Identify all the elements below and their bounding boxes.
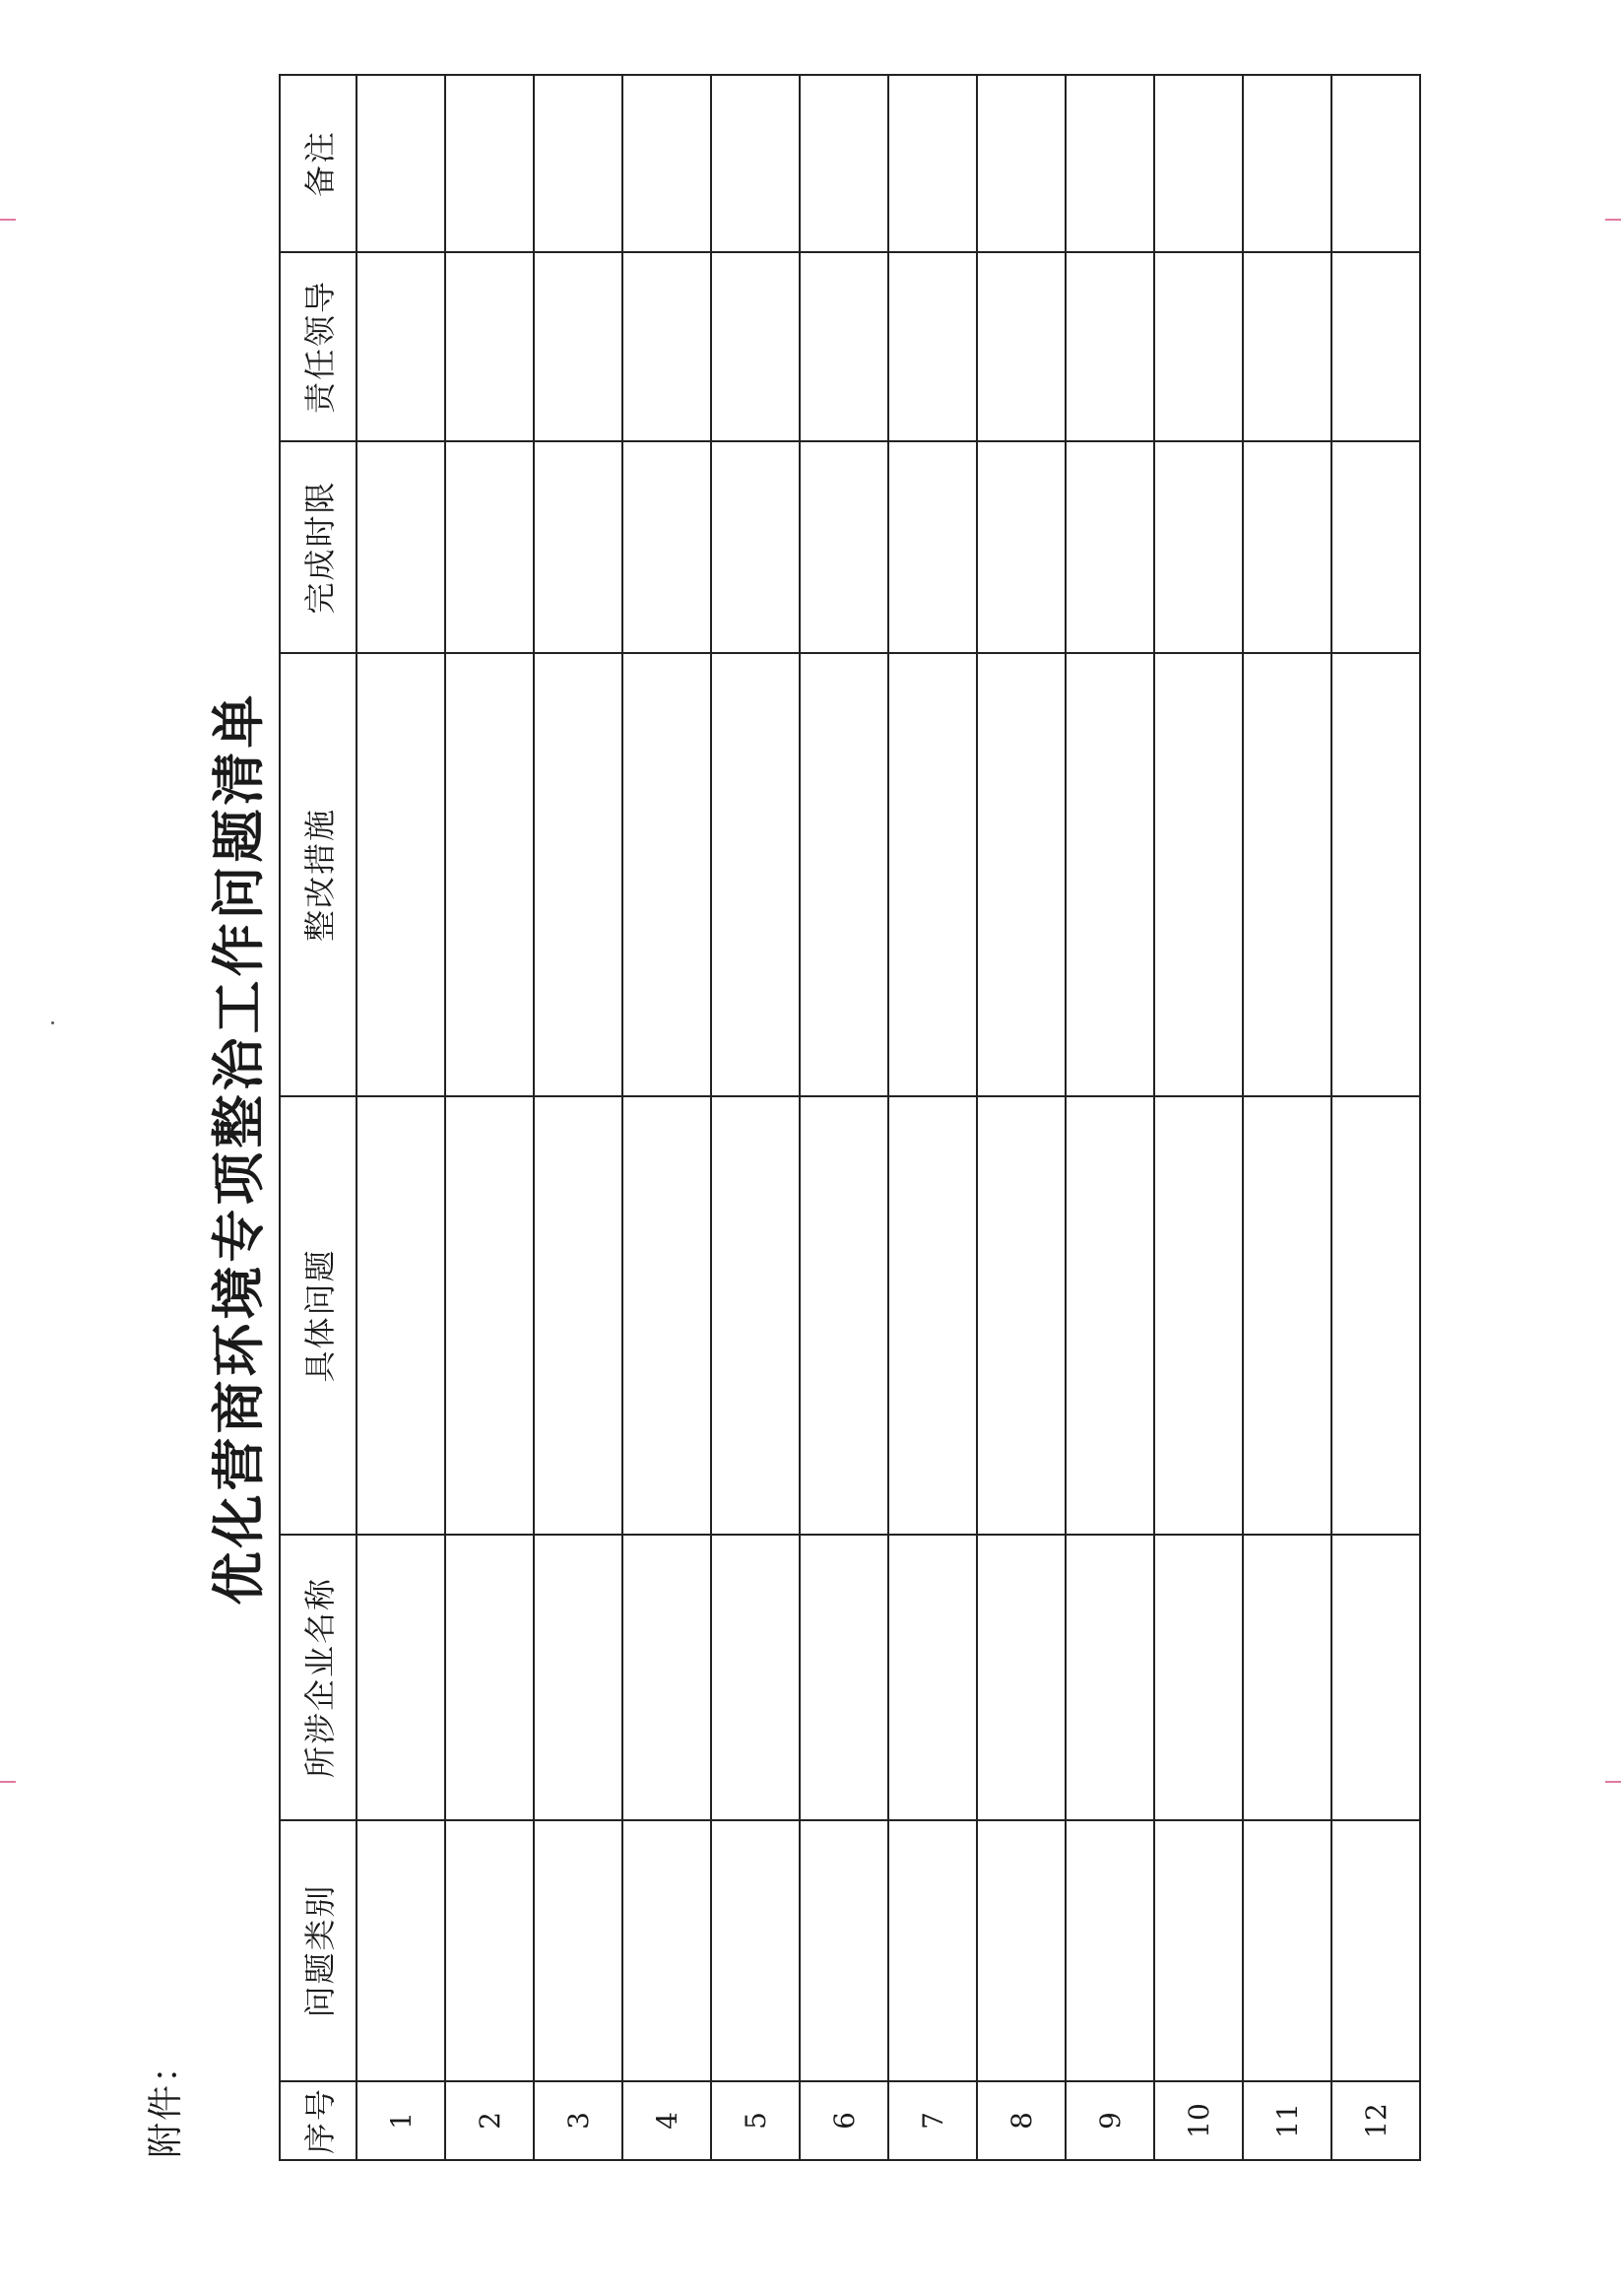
cell-specific-issue (1154, 1096, 1243, 1535)
row-number: 4 (622, 2081, 711, 2160)
cell-issue-category (1154, 1820, 1243, 2081)
cell-company-name (1154, 1535, 1243, 1820)
cell-remarks (1154, 75, 1243, 252)
cell-deadline (977, 441, 1066, 653)
table-row (1243, 75, 1331, 2160)
cell-rectification-measures (800, 653, 888, 1096)
cell-specific-issue (977, 1096, 1066, 1535)
cell-remarks (711, 75, 800, 252)
cell-company-name (977, 1535, 1066, 1820)
cell-company-name (1066, 1535, 1154, 1820)
cell-deadline (534, 441, 622, 653)
cell-deadline (1066, 441, 1154, 653)
cell-deadline (1331, 441, 1420, 653)
cell-issue-category (1331, 1820, 1420, 2081)
cell-company-name (534, 1535, 622, 1820)
cell-responsible-leader (711, 252, 800, 441)
issue-list-table (279, 74, 1421, 2161)
cell-deadline (1243, 441, 1331, 653)
cell-company-name (1243, 1535, 1331, 1820)
cell-rectification-measures (711, 653, 800, 1096)
cell-deadline (888, 441, 977, 653)
cell-issue-category (1066, 1820, 1154, 2081)
table-row (534, 75, 622, 2160)
table-row (622, 75, 711, 2160)
cell-remarks (977, 75, 1066, 252)
header-rectification-measures: 整改措施 (280, 653, 357, 1096)
cell-specific-issue (800, 1096, 888, 1535)
row-number: 10 (1154, 2081, 1243, 2160)
cell-responsible-leader (534, 252, 622, 441)
cell-responsible-leader (977, 252, 1066, 441)
row-number: 12 (1331, 2081, 1420, 2160)
cell-deadline (1154, 441, 1243, 653)
cell-responsible-leader (445, 252, 534, 441)
cell-remarks (1243, 75, 1331, 252)
cell-rectification-measures (888, 653, 977, 1096)
cell-rectification-measures (1243, 653, 1331, 1096)
cell-remarks (622, 75, 711, 252)
cell-issue-category (1243, 1820, 1331, 2081)
table-row (357, 75, 445, 2160)
cell-issue-category (445, 1820, 534, 2081)
cell-remarks (1331, 75, 1420, 252)
cell-rectification-measures (1331, 653, 1420, 1096)
cell-specific-issue (1066, 1096, 1154, 1535)
cell-rectification-measures (977, 653, 1066, 1096)
cell-rectification-measures (445, 653, 534, 1096)
row-number: 6 (800, 2081, 888, 2160)
cell-specific-issue (711, 1096, 800, 1535)
cell-responsible-leader (1066, 252, 1154, 441)
table-row (1331, 75, 1420, 2160)
cell-remarks (1066, 75, 1154, 252)
row-number: 11 (1243, 2081, 1331, 2160)
document-title: 优化营商环境专项整治工作问题清单 (207, 690, 270, 1606)
header-responsible-leader: 责任领导 (280, 252, 357, 441)
cell-responsible-leader (1331, 252, 1420, 441)
table-row (711, 75, 800, 2160)
cell-company-name (357, 1535, 445, 1820)
attachment-label: 附件： (146, 2045, 186, 2158)
table-row (1154, 75, 1243, 2160)
row-number: 2 (445, 2081, 534, 2160)
cell-issue-category (977, 1820, 1066, 2081)
cell-company-name (1331, 1535, 1420, 1820)
cell-responsible-leader (1154, 252, 1243, 441)
row-number: 7 (888, 2081, 977, 2160)
cell-remarks (888, 75, 977, 252)
cell-remarks (534, 75, 622, 252)
header-deadline: 完成时限 (280, 441, 357, 653)
cell-rectification-measures (534, 653, 622, 1096)
row-number: 1 (357, 2081, 445, 2160)
cell-specific-issue (357, 1096, 445, 1535)
table-row (445, 75, 534, 2160)
table-row (800, 75, 888, 2160)
cell-specific-issue (445, 1096, 534, 1535)
cell-rectification-measures (1154, 653, 1243, 1096)
cell-issue-category (534, 1820, 622, 2081)
row-number: 5 (711, 2081, 800, 2160)
cell-specific-issue (622, 1096, 711, 1535)
cell-responsible-leader (622, 252, 711, 441)
cell-remarks (357, 75, 445, 252)
header-issue-category: 问题类别 (280, 1820, 357, 2081)
cell-company-name (445, 1535, 534, 1820)
cell-responsible-leader (1243, 252, 1331, 441)
row-number: 9 (1066, 2081, 1154, 2160)
table-row (888, 75, 977, 2160)
table-row (977, 75, 1066, 2160)
cell-company-name (711, 1535, 800, 1820)
row-number: 8 (977, 2081, 1066, 2160)
header-serial-no: 序号 (280, 2081, 357, 2160)
cell-company-name (800, 1535, 888, 1820)
cell-remarks (800, 75, 888, 252)
row-number: 3 (534, 2081, 622, 2160)
cell-deadline (800, 441, 888, 653)
cell-specific-issue (1331, 1096, 1420, 1535)
cell-specific-issue (888, 1096, 977, 1535)
table-header-row (280, 75, 357, 2160)
cell-issue-category (711, 1820, 800, 2081)
cell-responsible-leader (888, 252, 977, 441)
cell-issue-category (622, 1820, 711, 2081)
cell-issue-category (888, 1820, 977, 2081)
cell-specific-issue (534, 1096, 622, 1535)
cell-deadline (711, 441, 800, 653)
cell-issue-category (800, 1820, 888, 2081)
cell-remarks (445, 75, 534, 252)
header-remarks: 备注 (280, 75, 357, 252)
table-row (1066, 75, 1154, 2160)
cell-specific-issue (1243, 1096, 1331, 1535)
header-specific-issue: 具体问题 (280, 1096, 357, 1535)
cell-rectification-measures (357, 653, 445, 1096)
cell-rectification-measures (622, 653, 711, 1096)
cell-rectification-measures (1066, 653, 1154, 1096)
cell-responsible-leader (357, 252, 445, 441)
cell-responsible-leader (800, 252, 888, 441)
header-company-name: 所涉企业名称 (280, 1535, 357, 1820)
cell-issue-category (357, 1820, 445, 2081)
cell-company-name (888, 1535, 977, 1820)
cell-deadline (445, 441, 534, 653)
cell-deadline (357, 441, 445, 653)
cell-deadline (622, 441, 711, 653)
cell-company-name (622, 1535, 711, 1820)
